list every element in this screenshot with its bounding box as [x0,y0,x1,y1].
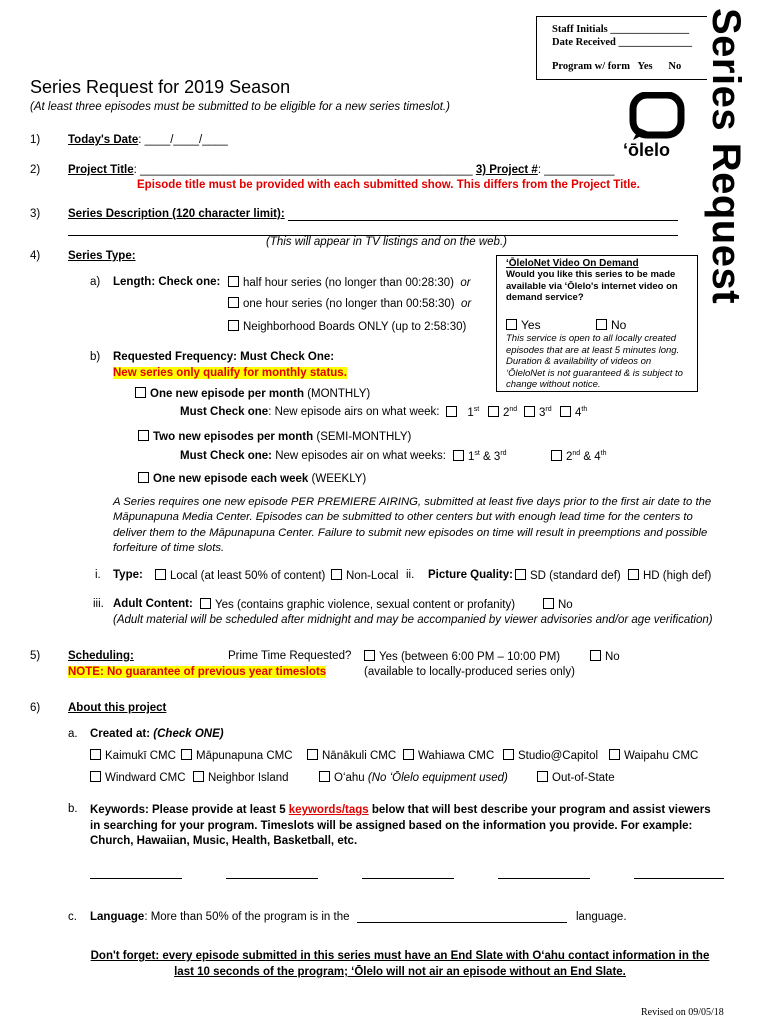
weeks-1-3-suffix-b: rd [500,450,507,458]
program-no[interactable]: No [668,61,682,72]
loc-studio-capitol[interactable] [503,749,598,762]
weeks-1-3-label: 1 [468,451,475,463]
olelonet-yes-checkbox[interactable] [506,319,517,330]
quality-sd[interactable] [515,569,621,582]
page-title: Series Request for 2019 Season [30,77,291,97]
monthly-week-row [180,406,440,418]
week-3-suffix: rd [545,406,552,414]
length-neighborhood[interactable] [228,320,466,333]
out-of-state-label: Out-of-State [552,772,615,784]
studio-capitol-label: Studio@Capitol [518,750,599,762]
loc-out-of-state[interactable] [537,771,615,784]
weeks-1-3-suffix: st [474,450,480,458]
keyword-field-2[interactable] [226,877,318,879]
loc-kaimuki[interactable] [90,749,176,762]
loc-wahiawa[interactable] [403,749,494,762]
series-type-label: Series Type: [68,250,136,262]
weeks-2-4-label-b: & 4 [580,451,601,463]
project-title-field[interactable]: : ____________________________________________________ [133,164,473,176]
q2-row [68,164,615,176]
prime-yes-label: Yes (between 6:00 PM – 10:00 PM) [379,651,561,663]
half-hour-checkbox[interactable] [228,276,239,287]
sd-label: SD (standard def) [530,570,621,582]
half-hour-label: half hour series (no longer than 00:28:30) [243,277,454,289]
adult-no-label: No [558,599,573,611]
monthly-tag: (MONTHLY) [307,388,371,400]
adult-note: (Adult material will be scheduled after midnight and may be accompanied by viewer advisories and/or age verification) [113,614,713,626]
keywords-text-2: below that will best describe your program and assist viewers in searching for your program. Timeslots will be assigned based on the information you provide. For example: Church, Hawaiian, Music, Health, Basketball, etc. [90,804,711,847]
studio-capitol-checkbox[interactable] [503,749,514,760]
week-4-suffix: th [581,406,588,414]
todays-date-field[interactable]: : ____/____/____ [138,134,228,146]
hd-label: HD (high def) [643,570,712,582]
must-check-label-2: Must Check one: [180,450,273,462]
tv-listing-note: (This will appear in TV listings and on the web.) [266,236,507,248]
olelonet-no[interactable] [596,318,626,332]
olelonet-no-checkbox[interactable] [596,319,607,330]
semi-monthly-option[interactable] [138,430,411,443]
staff-initials[interactable]: Staff Initials _______________ [552,24,690,35]
loc-oahu[interactable] [319,771,508,784]
prime-no-label: No [605,651,620,663]
week-1-checkbox[interactable] [446,406,457,417]
olelonet-no-label: No [611,318,627,332]
weekly-checkbox[interactable] [138,472,149,483]
oahu-checkbox[interactable] [319,771,330,782]
side-title: Series Request [704,8,748,305]
revised-date: Revised on 09/05/18 [641,1007,724,1018]
keywords-text-1: Keywords: Please provide at least 5 [90,804,289,816]
monthly-week-question: : New episode airs on what week: [268,406,440,418]
adult-yes-checkbox[interactable] [200,598,211,609]
mapunapuna-checkbox[interactable] [181,749,192,760]
waipahu-label: Waipahu CMC [624,750,699,762]
frequency-label: Requested Frequency: Must Check One: [113,351,335,363]
monthly-checkbox[interactable] [135,387,146,398]
scheduling-note: NOTE: No guarantee of previous year timeslots [68,666,327,678]
sd-checkbox[interactable] [515,569,526,580]
loc-windward[interactable] [90,771,186,784]
type-number: i. [95,569,101,581]
language-end: language. [576,911,627,923]
q6b-number: b. [68,803,78,815]
or-label: or [460,277,471,289]
weekly-label: One new episode each week [153,473,309,485]
q6c-number: c. [68,911,77,923]
week-1-suffix: st [473,406,480,414]
q5-number: 5) [30,650,41,662]
q1-number: 1) [30,134,41,146]
speech-bubble-icon [627,92,687,142]
wahiawa-label: Wahiawa CMC [418,750,495,762]
todays-date-label: Today's Date [68,134,139,146]
neighborhood-label: Neighborhood Boards ONLY (up to 2:58:30) [243,321,467,333]
about-project-label: About this project [68,702,167,714]
week-3-label: 3 [539,407,546,419]
week-2-suffix: nd [509,406,518,414]
windward-checkbox[interactable] [90,771,101,782]
created-at-label [90,728,224,740]
neighbor-island-checkbox[interactable] [193,771,204,782]
week-3-checkbox[interactable] [524,406,535,417]
logo-text: ʻōlelo [623,140,671,160]
one-hour-label: one hour series (no longer than 00:58:30) [243,298,455,310]
project-title-label: Project Title [68,164,134,176]
created-at-instruction: (Check ONE) [153,728,224,740]
neighborhood-checkbox[interactable] [228,320,239,331]
adult-yes-label: Yes (contains graphic violence, sexual content or profanity) [215,599,516,611]
q6-number: 6) [30,702,41,714]
keyword-field-5[interactable] [634,877,724,879]
keyword-field-3[interactable] [362,877,454,879]
keyword-field-1[interactable] [90,877,182,879]
week-4-checkbox[interactable] [560,406,571,417]
nanakuli-checkbox[interactable] [307,749,318,760]
page-subtitle: (At least three episodes must be submitted to be eligible for a new series timeslot.) [30,101,450,113]
adult-no[interactable] [543,598,573,611]
olelonet-yes-label: Yes [521,318,541,332]
type-nonlocal[interactable] [331,569,398,582]
prime-yes-checkbox[interactable] [364,650,375,661]
hd-checkbox[interactable] [628,569,639,580]
week-3[interactable] [524,406,552,419]
olelonet-question: Would you like this series to be made available via ʻŌlelo's internet video on demand service? [506,269,678,303]
kaimuki-checkbox[interactable] [90,749,101,760]
oahu-label: Oʻahu [334,772,365,784]
project-number-label: 3) Project # [475,164,538,176]
q4a-number: a) [90,276,101,288]
waipahu-checkbox[interactable] [609,749,620,760]
neighbor-island-label: Neighbor Island [208,772,289,784]
picture-quality-label: Picture Quality: [428,569,513,581]
monthly-label: One new episode per month [150,388,304,400]
language-label: Language [90,911,145,923]
series-description-field[interactable] [288,219,678,221]
wahiawa-checkbox[interactable] [403,749,414,760]
program-with-form-label: Program w/ form [552,61,630,72]
oahu-note: (No ʻŌlelo equipment used) [367,772,508,784]
picture-quality-number: ii. [406,569,415,581]
mapunapuna-label: Māpunapuna CMC [196,750,293,762]
date-received[interactable]: Date Received ______________ [552,37,692,48]
local-label: Local (at least 50% of content) [170,570,326,582]
weekly-tag: (WEEKLY) [311,473,367,485]
weeks-2-4-label: 2 [566,451,573,463]
nanakuli-label: Nānākuli CMC [322,750,397,762]
keyword-field-4[interactable] [498,877,590,879]
out-of-state-checkbox[interactable] [537,771,548,782]
semi-monthly-checkbox[interactable] [138,430,149,441]
length-half-hour[interactable] [228,276,471,289]
keywords-instructions [90,803,718,850]
q4-number: 4) [30,250,41,262]
weeks-2-4[interactable] [551,450,607,463]
weeks-1-3-checkbox[interactable] [453,450,464,461]
created-at-text: Created at: [90,728,154,740]
weeks-2-4-suffix: nd [572,450,581,458]
project-number-field[interactable]: : ___________ [537,164,615,176]
adult-yes[interactable] [200,598,515,611]
week-2[interactable] [488,406,517,419]
week-1-label: 1 [467,407,474,419]
loc-nanakuli[interactable] [307,749,396,762]
loc-neighbor-island[interactable] [193,771,289,784]
week-4[interactable] [560,406,587,419]
prime-yes[interactable] [364,650,560,663]
loc-waipahu[interactable] [609,749,698,762]
olelonet-title: ʻŌleloNet Video On Demand [506,258,639,269]
week-1[interactable] [446,406,479,419]
kaimuki-label: Kaimukī CMC [105,750,176,762]
language-field[interactable] [357,921,567,923]
q3-number: 3) [30,208,41,220]
program-with-form [552,61,681,72]
semi-monthly-label: Two new episodes per month [153,431,314,443]
length-label: Length: Check one: [113,276,221,288]
semi-week-question: New episodes air on what weeks: [275,450,446,462]
loc-mapunapuna[interactable] [181,749,293,762]
q4b-number: b) [90,351,101,363]
olelo-logo [623,92,687,162]
program-yes[interactable]: Yes [637,61,653,72]
type-local[interactable] [155,569,325,582]
olelonet-yes[interactable] [506,318,541,332]
weeks-2-4-checkbox[interactable] [551,450,562,461]
q2-number: 2) [30,164,41,176]
language-row [90,911,350,923]
language-text: : More than 50% of the program is in the [144,911,350,923]
end-slate-reminder: Don't forget: every episode submitted in this series must have an End Slate with Oʻahu contact information in the last 10 seconds of the program; ʻŌlelo will not air an episode without an End Slate. [90,950,710,978]
q6a-number: a. [68,728,78,740]
adult-number: iii. [93,598,104,610]
prime-no[interactable] [590,650,620,663]
week-2-label: 2 [503,407,510,419]
length-one-hour[interactable] [228,297,471,310]
monthly-option[interactable] [135,387,370,400]
windward-label: Windward CMC [105,772,186,784]
week-2-checkbox[interactable] [488,406,499,417]
weeks-1-3[interactable] [453,450,507,463]
or-label-2: or [461,298,472,310]
adult-label: Adult Content: [113,598,193,610]
weekly-option[interactable] [138,472,366,485]
olelonet-note: This service is open to all locally created episodes that are at least 5 minutes long. Duration & availability of videos on ʻŌleloNet is not guaranteed & is subject to change without notice. [506,333,683,390]
premiere-policy: A Series requires one new episode PER PREMIERE AIRING, submitted at least five days prior to the first air date to the Māpunapuna Media Center. Episodes can be submitted to other centers but with enough lead time for the centers to deliver them to the Māpunapuna Center. Failure to submit new episodes on time will result in preemptions and possible forfeiture of time slots. [113,496,712,554]
weeks-2-4-suffix-b: th [600,450,607,458]
quality-hd[interactable] [628,569,711,582]
series-description-label: Series Description (120 character limit): [68,208,285,220]
prime-no-checkbox[interactable] [590,650,601,661]
week-4-label: 4 [575,407,582,419]
keywords-link[interactable]: keywords/tags [288,804,369,816]
frequency-note: New series only qualify for monthly status. [113,367,347,379]
adult-no-checkbox[interactable] [543,598,554,609]
q1-row [68,134,228,146]
prime-yes-note: (available to locally-produced series only) [364,666,575,678]
episode-title-note: Episode title must be provided with each submitted show. This differs from the Project Title. [137,179,640,191]
local-checkbox[interactable] [155,569,166,580]
type-label: Type: [113,569,143,581]
must-check-label: Must Check one [180,406,269,418]
nonlocal-label: Non-Local [346,570,399,582]
weeks-1-3-label-b: & 3 [479,451,501,463]
prime-time-label: Prime Time Requested? [228,650,352,662]
nonlocal-checkbox[interactable] [331,569,342,580]
semi-week-row [180,450,446,462]
scheduling-label: Scheduling: [68,650,134,662]
one-hour-checkbox[interactable] [228,297,239,308]
semi-monthly-tag: (SEMI-MONTHLY) [316,431,412,443]
